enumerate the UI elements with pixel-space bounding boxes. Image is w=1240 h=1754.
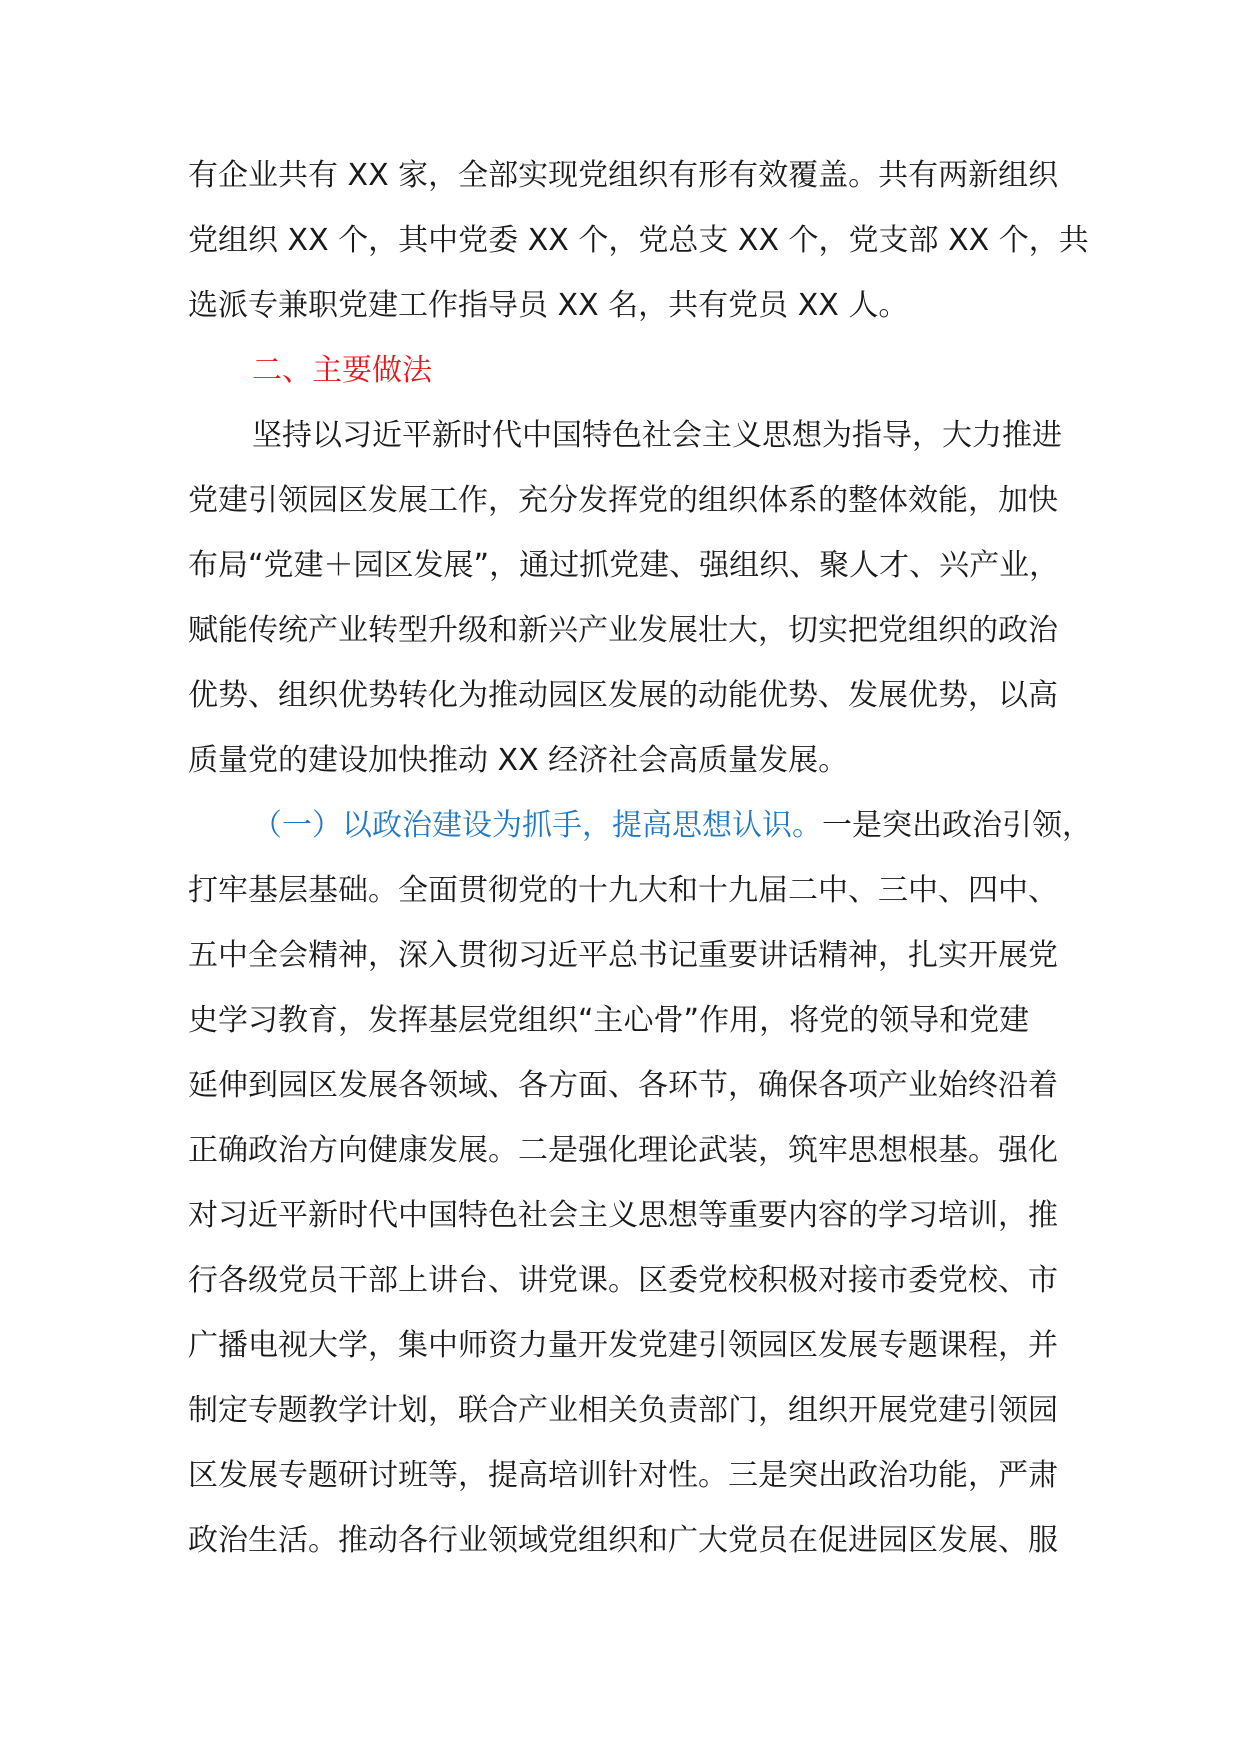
text-line: 质量党的建设加快推动 XX 经济社会高质量发展。 xyxy=(188,743,849,778)
text-line: 对习近平新时代中国特色社会主义思想等重要内容的学习培训，推 xyxy=(188,1198,1058,1233)
text-line: 赋能传统产业转型升级和新兴产业发展壮大，切实把党组织的政治 xyxy=(188,613,1058,648)
text-line: 制定专题教学计划，联合产业相关负责部门，组织开展党建引领园 xyxy=(188,1393,1058,1428)
text-line: 史学习教育，发挥基层党组织“主心骨”作用，将党的领导和党建 xyxy=(188,1003,1030,1038)
subsection-title: （一）以政治建设为抓手，提高思想认识。 xyxy=(252,808,822,843)
section-paragraph xyxy=(188,403,1068,793)
text-line: 打牢基层基础。全面贯彻党的十九大和十九届二中、三中、四中、 xyxy=(188,873,1058,908)
text-line: 区发展专题研讨班等，提高培训针对性。三是突出政治功能，严肃 xyxy=(188,1458,1058,1493)
text-line: 有企业共有 XX 家，全部实现党组织有形有效覆盖。共有两新组织 xyxy=(188,158,1059,193)
text-line: 党组织 XX 个，其中党委 XX 个，党总支 XX 个，党支部 XX 个，共 xyxy=(188,223,1089,258)
text-line: 坚持以习近平新时代中国特色社会主义思想为指导，大力推进 xyxy=(252,418,1062,453)
text-line: 行各级党员干部上讲台、讲党课。区委党校积极对接市委党校、市 xyxy=(188,1263,1058,1298)
text-line: 选派专兼职党建工作指导员 XX 名，共有党员 XX 人。 xyxy=(188,288,909,323)
text-line: 五中全会精神，深入贯彻习近平总书记重要讲话精神，扎实开展党 xyxy=(188,938,1058,973)
text-line: 延伸到园区发展各领域、各方面、各环节，确保各项产业始终沿着 xyxy=(188,1068,1058,1103)
intro-paragraph xyxy=(188,143,1089,338)
subsection-paragraph xyxy=(188,793,1092,1573)
text-line: 政治生活。推动各行业领域党组织和广大党员在促进园区发展、服 xyxy=(188,1523,1058,1558)
text-line: 广播电视大学，集中师资力量开发党建引领园区发展专题课程，并 xyxy=(188,1328,1058,1363)
document-body xyxy=(188,143,1092,1573)
text-line xyxy=(188,793,1092,858)
text-line: 布局“党建＋园区发展”，通过抓党建、强组织、聚人才、兴产业， xyxy=(188,548,1060,583)
subsection-first-line-text: 一是突出政治引领， xyxy=(822,808,1092,843)
section-heading: 二、主要做法 xyxy=(252,353,432,388)
text-line: 正确政治方向健康发展。二是强化理论武装，筑牢思想根基。强化 xyxy=(188,1133,1058,1168)
text-line: 优势、组织优势转化为推动园区发展的动能优势、发展优势，以高 xyxy=(188,678,1058,713)
text-line: 党建引领园区发展工作，充分发挥党的组织体系的整体效能，加快 xyxy=(188,483,1058,518)
